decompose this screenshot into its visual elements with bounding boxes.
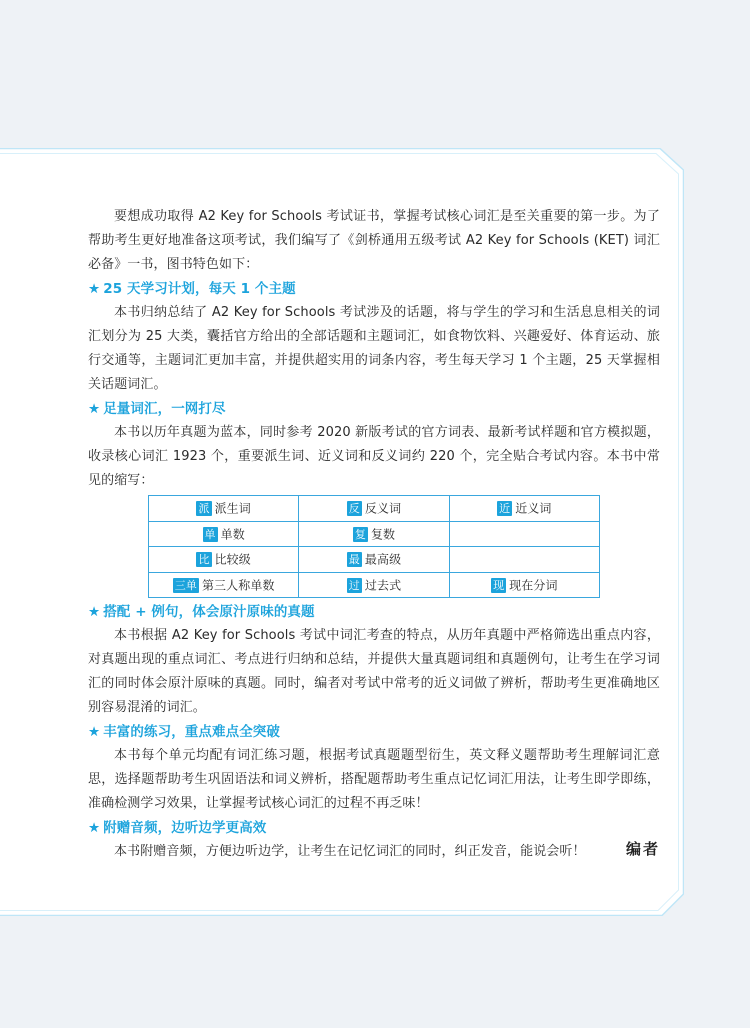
table-row <box>149 547 600 573</box>
abbr-cell: 反 反义词 <box>299 496 449 522</box>
abbr-cell: 单 单数 <box>149 521 299 547</box>
abbr-cell: 三单 第三人称单数 <box>149 572 299 598</box>
intro-paragraph: 要想成功取得 A2 Key for Schools 考试证书，掌握考试核心词汇是至关重要的第一步。为了帮助考生更好地准备这项考试，我们编写了《剑桥通用五级考试 A2 Key for Schools (KET) 词汇必备》一书，图书特色如下： <box>88 209 660 272</box>
abbr-tag: 三单 <box>174 578 197 592</box>
section-paragraph-4: 本书每个单元均配有词汇练习题，根据考试真题题型衍生，英文释义题帮助考生理解词汇意思，选择题帮助考生巩固语法和词义辨析，搭配题帮助考生重点记忆词汇用法，让考生即学即练，准确检测学习效果，让掌握考试核心词汇的过程不再乏味！ <box>88 748 660 811</box>
abbr-tag: 单 <box>204 527 216 541</box>
abbr-cell-empty <box>449 521 599 547</box>
section-paragraph-2: 本书以历年真题为蓝本，同时参考 2020 新版考试的官方词表、最新考试样题和官方模拟题，收录核心词汇 1923 个，重要派生词、近义词和反义词约 220 个，完全贴合考试内容。本书中常见的缩写： <box>88 425 660 488</box>
author-signature: 编者 <box>626 840 661 858</box>
abbr-tag: 反 <box>348 502 360 515</box>
abbr-cell-empty <box>449 547 599 573</box>
star-icon: ★ <box>88 820 101 836</box>
preface-content <box>88 205 660 864</box>
abbr-cell: 近 近义词 <box>449 496 599 522</box>
abbr-tag: 派 <box>198 502 210 515</box>
abbr-cell: 过 过去式 <box>299 572 449 598</box>
star-icon: ★ <box>88 604 101 620</box>
abbr-tag: 复 <box>354 527 366 541</box>
star-icon: ★ <box>88 281 101 297</box>
section-paragraph-3: 本书根据 A2 Key for Schools 考试中词汇考查的特点，从历年真题中严格筛选出重点内容，对真题出现的重点词汇、考点进行归纳和总结，并提供大量真题词组和真题例句，让考生在学习词汇的同时体会原汁原味的真题。同时，编者对考试中常考的近义词做了辨析，帮助考生更准确地区别容易混淆的词汇。 <box>88 628 660 715</box>
abbr-cell: 最 最高级 <box>299 547 449 573</box>
abbr-tag: 最 <box>348 553 360 566</box>
section-heading-3: ★ 搭配 + 例句，体会原汁原味的真题 <box>88 604 315 620</box>
abbr-cell: 现 现在分词 <box>449 572 599 598</box>
section-heading-2: ★ 足量词汇，一网打尽 <box>88 401 226 417</box>
abbr-tag: 比 <box>198 553 210 566</box>
abbr-tag: 近 <box>499 502 511 515</box>
section-heading-1: ★ 25 天学习计划，每天 1 个主题 <box>88 281 296 297</box>
abbr-tag: 现 <box>493 578 505 592</box>
table-row <box>149 496 600 522</box>
table-row <box>149 572 600 598</box>
section-paragraph-1: 本书归纳总结了 A2 Key for Schools 考试涉及的话题，将与学生的学习和生活息息相关的词汇划分为 25 大类，囊括官方给出的全部话题和主题词汇，如食物饮料、兴趣爱好、体育运动、旅行交通等，主题词汇更加丰富，并提供超实用的词条内容，考生每天学习 1 个主题，25 天掌握相关话题词汇。 <box>88 305 660 392</box>
star-icon: ★ <box>88 724 101 740</box>
section-paragraph-5: 本书附赠音频，方便边听边学，让考生在记忆词汇的同时，纠正发音，能说会听！ <box>114 844 586 859</box>
table-row <box>149 521 600 547</box>
section-heading-4: ★ 丰富的练习，重点难点全突破 <box>88 724 281 740</box>
abbr-cell: 比 比较级 <box>149 547 299 573</box>
abbreviation-table <box>148 495 600 598</box>
section-heading-5: ★ 附赠音频，边听边学更高效 <box>88 820 267 836</box>
star-icon: ★ <box>88 401 101 417</box>
abbr-tag: 过 <box>348 578 360 592</box>
abbr-cell: 复 复数 <box>299 521 449 547</box>
abbr-cell: 派 派生词 <box>149 496 299 522</box>
